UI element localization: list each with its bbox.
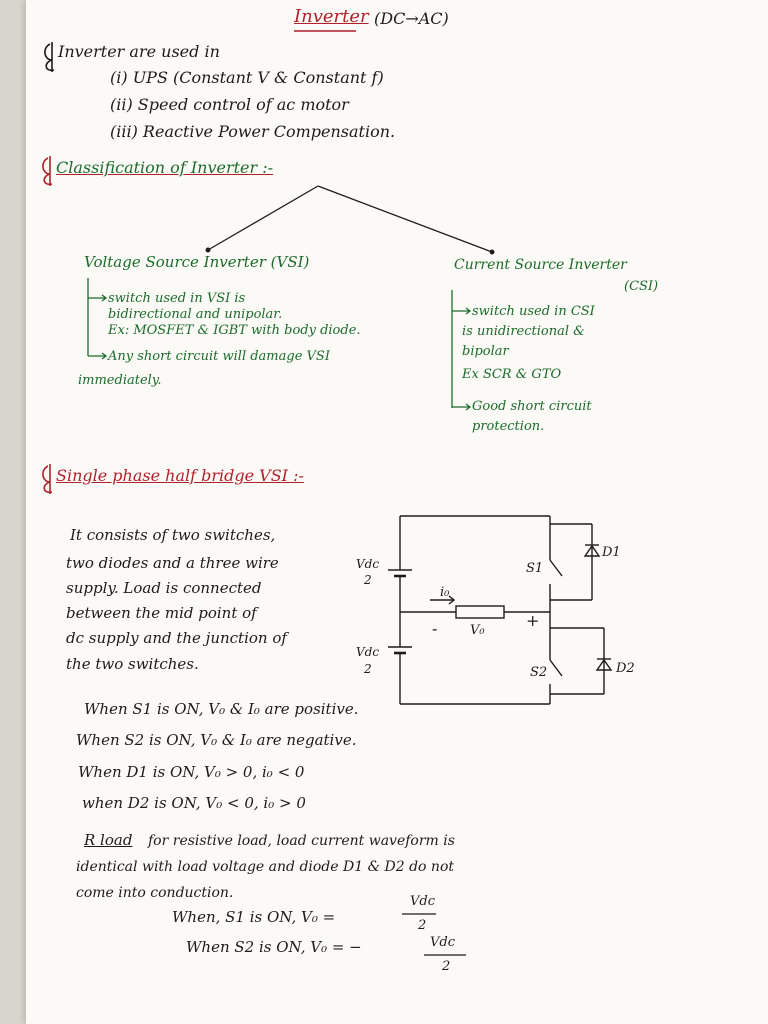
page-title: Inverter — [294, 6, 369, 27]
r-load-text: for resistive load, load current waveform is — [148, 833, 455, 849]
classification-tree — [206, 186, 494, 254]
diode-d2-label: D2 — [616, 661, 635, 676]
bullet-mark — [45, 42, 54, 72]
uses-item: (ii) Speed control of ac motor — [110, 95, 349, 114]
description-line: dc supply and the junction of — [66, 629, 287, 647]
diode-d1-label: D1 — [602, 545, 621, 560]
switch-s2-label: S2 — [530, 665, 548, 680]
load-minus-sign: - — [432, 619, 438, 638]
csi-line: switch used in CSI — [472, 304, 595, 319]
csi-line: Ex SCR & GTO — [462, 367, 562, 382]
bullet-mark — [43, 156, 52, 494]
vsi-line: immediately. — [78, 373, 162, 388]
equation-1-lhs: When, S1 is ON, V₀ = — [172, 908, 336, 926]
state-line: when D2 is ON, V₀ < 0, i₀ > 0 — [82, 794, 306, 812]
equation-2-lhs: When S2 is ON, V₀ = − — [186, 938, 362, 956]
vsi-line: Any short circuit will damage VSI — [108, 349, 330, 364]
handwritten-drawings — [26, 0, 768, 1024]
equation-2-numerator: Vdc — [430, 935, 455, 950]
csi-line: bipolar — [462, 344, 509, 359]
notebook-page — [26, 0, 768, 1024]
csi-title-suffix: (CSI) — [624, 279, 659, 294]
vdc-top-numerator: Vdc — [356, 557, 380, 571]
state-line: When S2 is ON, V₀ & I₀ are negative. — [76, 731, 357, 749]
vsi-title: Voltage Source Inverter (VSI) — [84, 253, 310, 271]
load-plus-sign: + — [526, 611, 540, 630]
switch-s1-label: S1 — [526, 561, 544, 576]
csi-line: protection. — [472, 419, 545, 434]
state-line: When S1 is ON, V₀ & I₀ are positive. — [84, 700, 359, 718]
csi-bullet-arrows — [452, 290, 470, 410]
r-load-text: identical with load voltage and diode D1 & D2 do not — [76, 859, 454, 875]
vdc-bottom-denominator: 2 — [364, 662, 372, 676]
uses-heading: Inverter are used in — [58, 42, 220, 61]
description-line: supply. Load is connected — [66, 579, 262, 597]
vsi-bullet-arrows — [88, 278, 106, 359]
r-load-heading: R load — [84, 831, 133, 849]
description-line: between the mid point of — [66, 604, 257, 622]
description-line: the two switches. — [66, 655, 199, 673]
uses-item: (iii) Reactive Power Compensation. — [110, 122, 396, 141]
current-io-label: i₀ — [440, 585, 450, 600]
uses-item: (i) UPS (Constant V & Constant f) — [110, 68, 384, 87]
equation-1-numerator: Vdc — [410, 894, 435, 909]
description-line: It consists of two switches, — [70, 526, 276, 544]
csi-line: Good short circuit — [472, 399, 592, 414]
vdc-bottom-numerator: Vdc — [356, 645, 380, 659]
csi-title: Current Source Inverter — [454, 257, 627, 273]
vsi-line: Ex: MOSFET & IGBT with body diode. — [108, 323, 361, 338]
classification-heading: Classification of Inverter :- — [56, 158, 274, 177]
csi-line: is unidirectional & — [462, 324, 585, 339]
half-bridge-circuit — [388, 516, 611, 704]
equation-1-denominator: 2 — [418, 918, 427, 933]
page-title-suffix: (DC→AC) — [374, 9, 449, 28]
r-load-text: come into conduction. — [76, 885, 234, 901]
vdc-top-denominator: 2 — [364, 573, 372, 587]
vsi-line: switch used in VSI is — [108, 291, 246, 306]
half-bridge-heading: Single phase half bridge VSI :- — [56, 466, 304, 485]
voltage-vo-label: V₀ — [470, 623, 485, 638]
description-line: two diodes and a three wire — [66, 554, 279, 572]
equation-2-denominator: 2 — [442, 959, 451, 974]
equation-fraction-bars — [402, 914, 466, 955]
state-line: When D1 is ON, V₀ > 0, i₀ < 0 — [78, 763, 305, 781]
vsi-line: bidirectional and unipolar. — [108, 307, 283, 322]
